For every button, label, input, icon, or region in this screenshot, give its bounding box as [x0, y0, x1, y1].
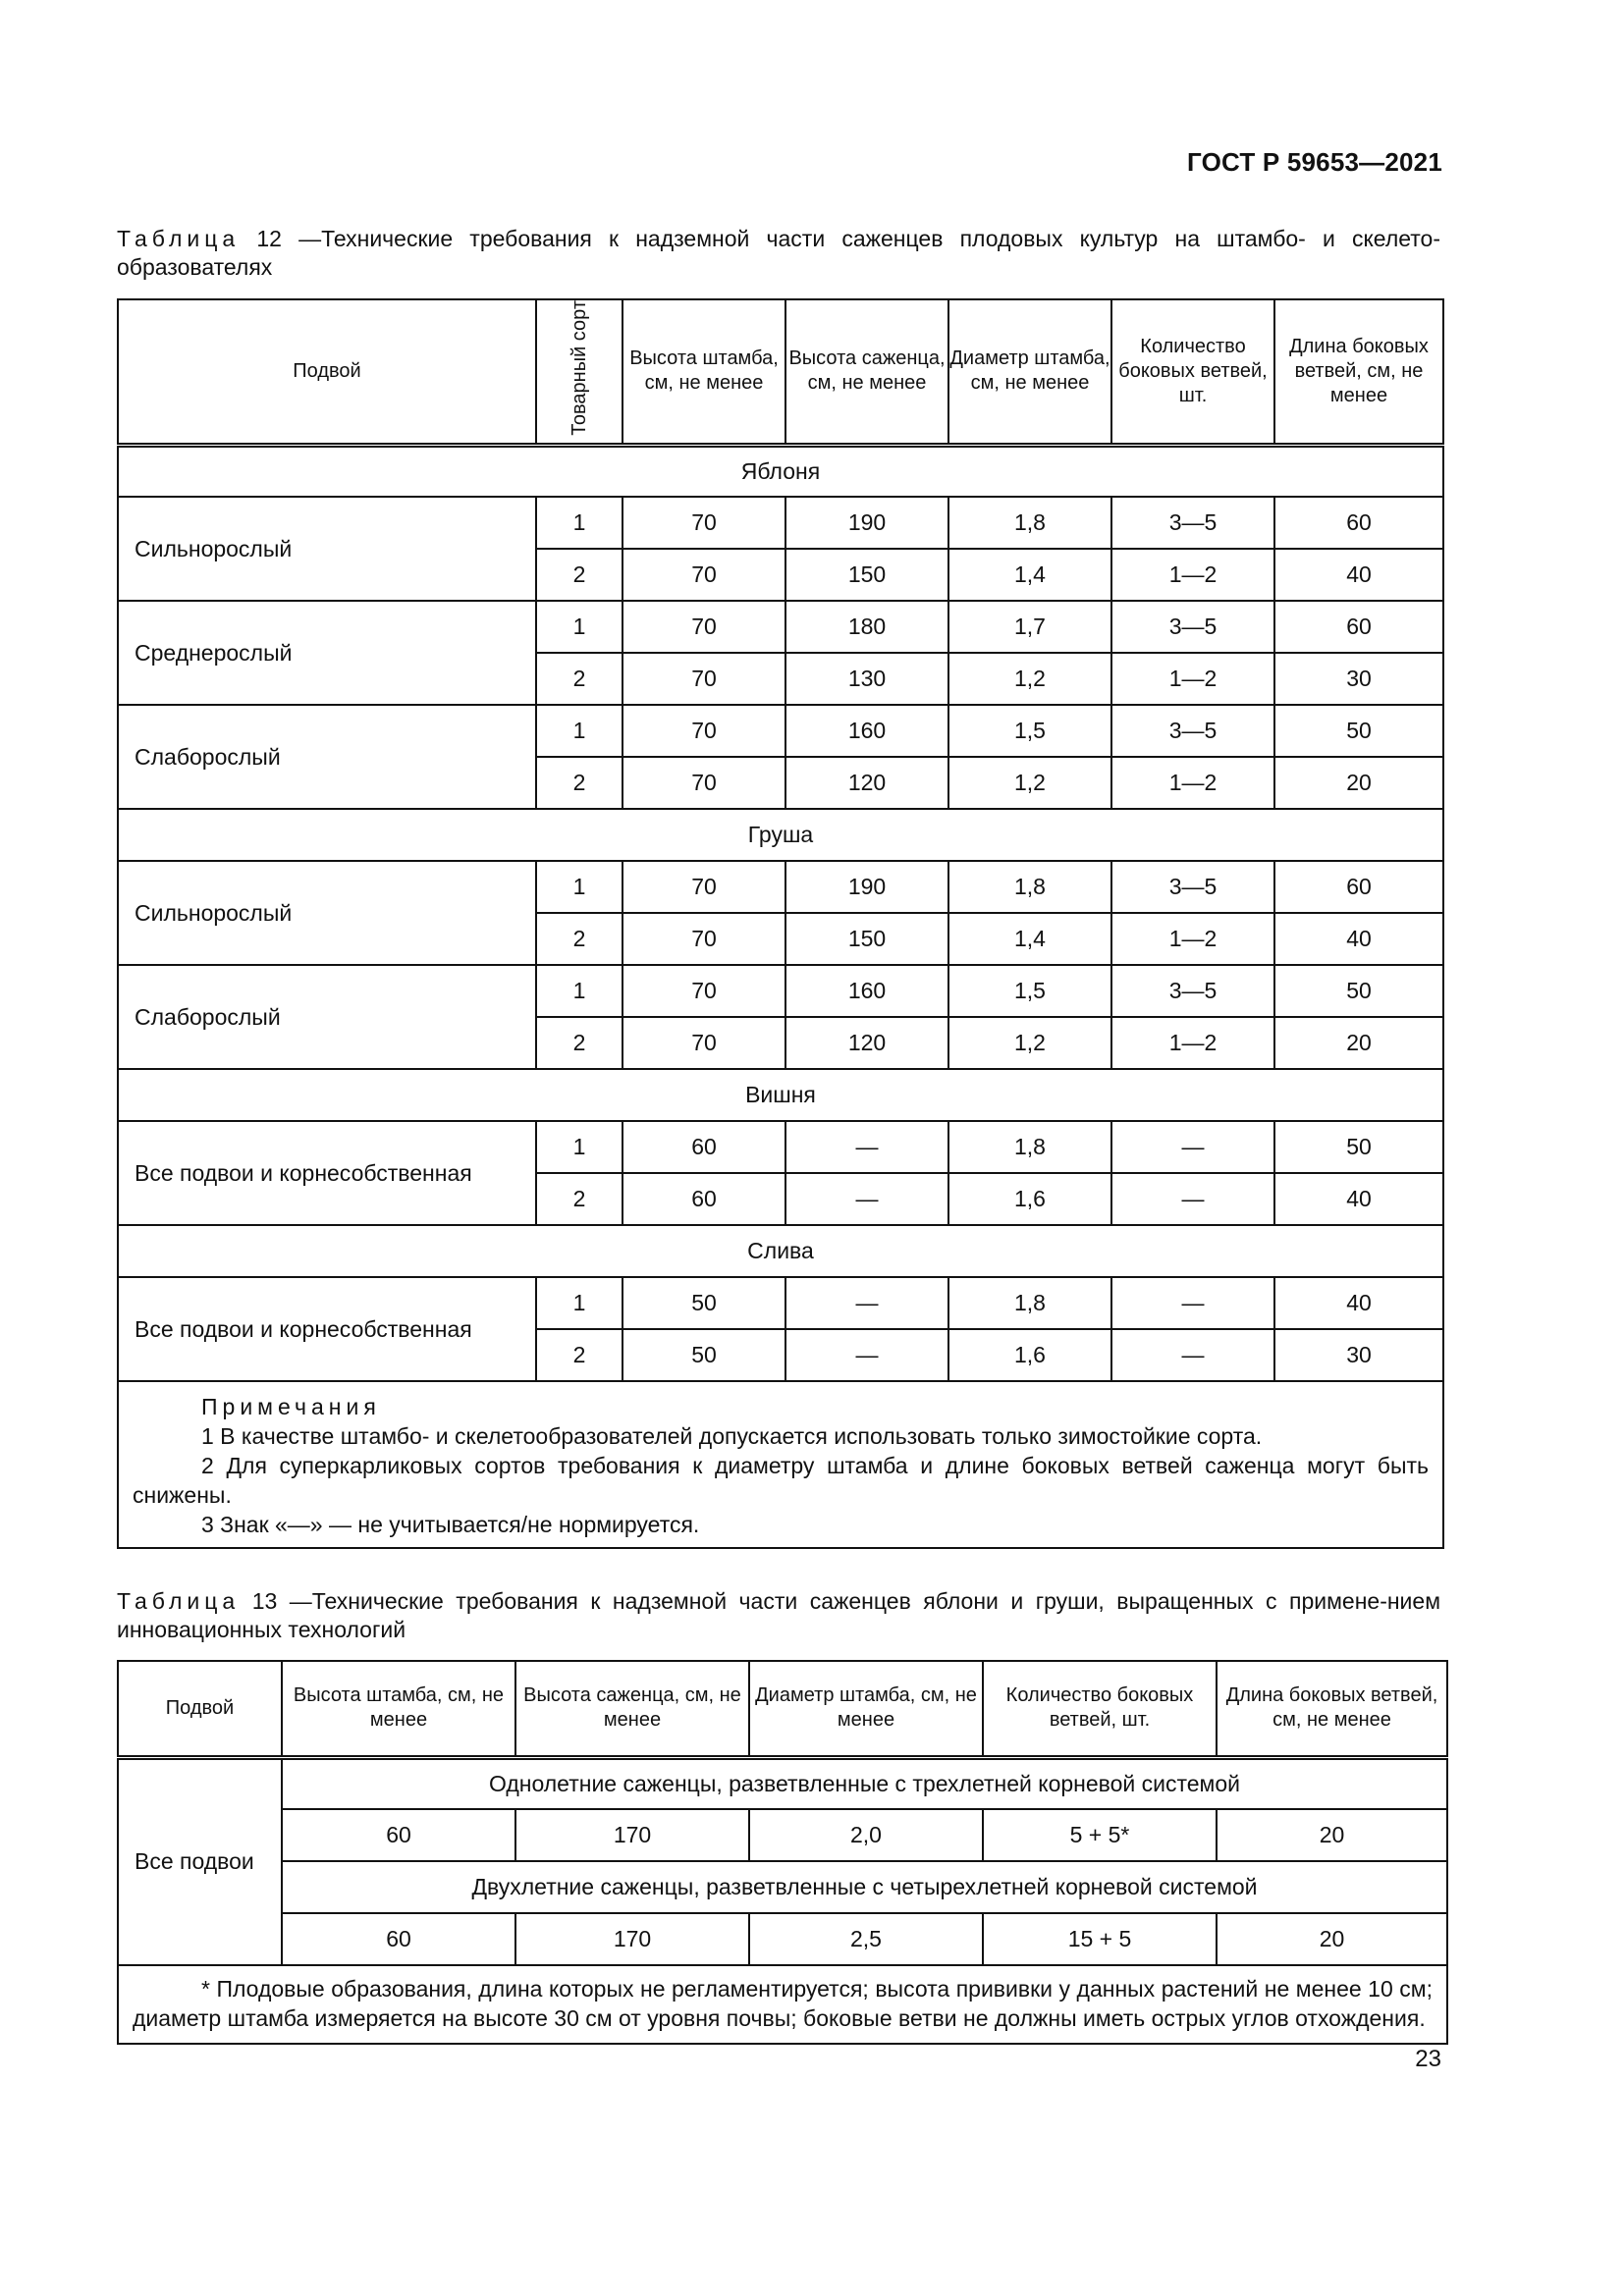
table-cell: 1 — [536, 965, 623, 1017]
table-cell: 1,7 — [948, 601, 1111, 653]
table-cell: 160 — [785, 705, 948, 757]
t13-subheader-row-2 — [118, 1861, 1447, 1913]
table-cell: 70 — [623, 913, 785, 965]
table13-label: Таблица — [117, 1588, 241, 1614]
table-cell: 1,2 — [948, 757, 1111, 809]
table13-caption — [117, 1587, 1440, 1644]
table-cell: 70 — [623, 757, 785, 809]
table-cell: 1,8 — [948, 861, 1111, 913]
t13-data-row-1 — [118, 1809, 1447, 1861]
notes-row — [118, 1381, 1443, 1548]
table-cell: 20 — [1217, 1809, 1447, 1861]
table-cell: 1,2 — [948, 1017, 1111, 1069]
table-cell: 1—2 — [1111, 549, 1274, 601]
table-cell: 130 — [785, 653, 948, 705]
t13-header-rootstock: Подвой — [118, 1661, 282, 1757]
notes-cell — [118, 1381, 1443, 1548]
t13-subheader-1: Однолетние саженцы, разветвленные с трехлетней корневой системой — [282, 1757, 1447, 1809]
table-cell: 70 — [623, 861, 785, 913]
table-cell: 50 — [623, 1329, 785, 1381]
t13-header-branch-count: Количество боковых ветвей, шт. — [983, 1661, 1217, 1757]
t13-header-stem-height: Высота штамба, см, не менее — [282, 1661, 515, 1757]
table-cell: — — [1111, 1121, 1274, 1173]
table12-caption-text: 12 —Технические требования к надземной части саженцев плодовых культур на штамбо- и скелето-образователях — [117, 226, 1440, 280]
table-cell: 5 + 5* — [983, 1809, 1217, 1861]
table-cell: 40 — [1274, 549, 1443, 601]
t13-data-row-2 — [118, 1913, 1447, 1965]
table-row — [118, 705, 1443, 757]
section-row — [118, 1069, 1443, 1121]
table-cell: 1,5 — [948, 965, 1111, 1017]
header-stem-diameter: Диаметр штамба, см, не менее — [948, 299, 1111, 445]
t13-footnote-row — [118, 1965, 1447, 2044]
t13-subheader-2: Двухлетние саженцы, разветвленные с четырехлетней корневой системой — [282, 1861, 1447, 1913]
t13-header-stem-diameter: Диаметр штамба, см, не менее — [749, 1661, 983, 1757]
table-cell: 70 — [623, 549, 785, 601]
table-cell: 20 — [1274, 757, 1443, 809]
table-cell: 20 — [1217, 1913, 1447, 1965]
header-stem-height: Высота штамба, см, не менее — [623, 299, 785, 445]
table13-header-row — [118, 1661, 1447, 1757]
table-cell: 70 — [623, 601, 785, 653]
table-cell: 30 — [1274, 653, 1443, 705]
table-cell: 60 — [1274, 861, 1443, 913]
table-cell: 1,8 — [948, 497, 1111, 549]
table12-caption — [117, 225, 1440, 282]
table-cell: 15 + 5 — [983, 1913, 1217, 1965]
table-cell: 1—2 — [1111, 653, 1274, 705]
t13-footnote: * Плодовые образования, длина которых не регламентируется; высота прививки у данных растений не менее 10 см; диаметр штамба измеряется на высоте 30 см от уровня почвы; боковые ветви не должны иметь острых углов отхождения. — [118, 1965, 1447, 2044]
table-cell: 1 — [536, 705, 623, 757]
table-cell: 150 — [785, 913, 948, 965]
table-cell: 1,8 — [948, 1277, 1111, 1329]
section-title: Яблоня — [118, 445, 1443, 497]
table-cell: 3—5 — [1111, 601, 1274, 653]
table-cell: — — [785, 1121, 948, 1173]
table-cell: 60 — [623, 1121, 785, 1173]
table-row — [118, 601, 1443, 653]
table-cell: 1,4 — [948, 913, 1111, 965]
table-cell: 1 — [536, 1277, 623, 1329]
table-cell: 50 — [623, 1277, 785, 1329]
table-cell: 1,4 — [948, 549, 1111, 601]
table-cell: 2 — [536, 1329, 623, 1381]
table-cell: 40 — [1274, 913, 1443, 965]
table-row — [118, 965, 1443, 1017]
page-number: 23 — [1415, 2046, 1441, 2072]
table-cell: 50 — [1274, 1121, 1443, 1173]
table-cell: 1,6 — [948, 1329, 1111, 1381]
table-cell: 2 — [536, 1017, 623, 1069]
table-cell: 60 — [282, 1913, 515, 1965]
table-cell: — — [785, 1329, 948, 1381]
table-cell: 170 — [515, 1913, 749, 1965]
table13 — [117, 1660, 1448, 2045]
t13-header-tree-height: Высота саженца, см, не менее — [515, 1661, 749, 1757]
rootstock-cell: Все подвои и корнесобственная — [118, 1121, 536, 1225]
table13-caption-text: 13 —Технические требования к надземной части саженцев яблони и груши, выращенных с примене-нием инновационных технологий — [117, 1588, 1441, 1642]
table-cell: — — [1111, 1329, 1274, 1381]
t13-header-branch-length: Длина боковых ветвей, см, не менее — [1217, 1661, 1447, 1757]
header-branch-count: Количество боковых ветвей, шт. — [1111, 299, 1274, 445]
t13-subheader-row-1 — [118, 1757, 1447, 1809]
header-grade — [536, 299, 623, 445]
table-cell: 30 — [1274, 1329, 1443, 1381]
table-row — [118, 497, 1443, 549]
table-cell: 50 — [1274, 705, 1443, 757]
rootstock-cell: Сильнорослый — [118, 497, 536, 601]
table-cell: 60 — [623, 1173, 785, 1225]
table-cell: — — [1111, 1277, 1274, 1329]
section-row — [118, 445, 1443, 497]
table-cell: 3—5 — [1111, 497, 1274, 549]
rootstock-cell: Слаборослый — [118, 965, 536, 1069]
table-cell: 20 — [1274, 1017, 1443, 1069]
table-cell: 70 — [623, 497, 785, 549]
table-cell: 2 — [536, 653, 623, 705]
table-cell: 70 — [623, 1017, 785, 1069]
table-cell: 120 — [785, 757, 948, 809]
rootstock-cell: Среднерослый — [118, 601, 536, 705]
table-cell: 60 — [1274, 601, 1443, 653]
table-cell: 2 — [536, 913, 623, 965]
table-cell: 2 — [536, 757, 623, 809]
table-cell: 1 — [536, 1121, 623, 1173]
table-cell: 2 — [536, 1173, 623, 1225]
rootstock-cell: Все подвои и корнесобственная — [118, 1277, 536, 1381]
table-row — [118, 1277, 1443, 1329]
table-cell: 180 — [785, 601, 948, 653]
rootstock-cell: Слаборослый — [118, 705, 536, 809]
header-rootstock: Подвой — [118, 299, 536, 445]
table-cell: 1 — [536, 601, 623, 653]
note-item: 3 Знак «—» — не учитывается/не нормируется. — [201, 1512, 700, 1538]
table12-header-row — [118, 299, 1443, 445]
table-cell: 190 — [785, 861, 948, 913]
rootstock-cell: Сильнорослый — [118, 861, 536, 965]
table-cell: 50 — [1274, 965, 1443, 1017]
table-cell: 1,2 — [948, 653, 1111, 705]
table-cell: 70 — [623, 965, 785, 1017]
section-row — [118, 1225, 1443, 1277]
table-cell: 1,8 — [948, 1121, 1111, 1173]
section-row — [118, 809, 1443, 861]
table-cell: 1 — [536, 861, 623, 913]
table-cell: 160 — [785, 965, 948, 1017]
table-cell: — — [785, 1277, 948, 1329]
table-cell: 3—5 — [1111, 965, 1274, 1017]
table-cell: 150 — [785, 549, 948, 601]
table-cell: 120 — [785, 1017, 948, 1069]
table12 — [117, 298, 1444, 1549]
table-cell: 1—2 — [1111, 757, 1274, 809]
table-cell: 3—5 — [1111, 861, 1274, 913]
table-cell: 190 — [785, 497, 948, 549]
table-cell: 3—5 — [1111, 705, 1274, 757]
table-cell: 70 — [623, 705, 785, 757]
table-cell: — — [785, 1173, 948, 1225]
t13-rootstock-cell: Все подвои — [118, 1757, 282, 1965]
section-title: Слива — [118, 1225, 1443, 1277]
note-item: 1 В качестве штамбо- и скелетообразователей допускается использовать только зимостойкие сорта. — [201, 1423, 1263, 1450]
table-cell: 70 — [623, 653, 785, 705]
table-cell: 60 — [1274, 497, 1443, 549]
table-cell: 2,0 — [749, 1809, 983, 1861]
table-cell: 1—2 — [1111, 1017, 1274, 1069]
table-cell: 1 — [536, 497, 623, 549]
header-grade-text: Товарный сорт — [568, 300, 590, 436]
table-cell: 2,5 — [749, 1913, 983, 1965]
table-cell: 40 — [1274, 1277, 1443, 1329]
table-cell: 40 — [1274, 1173, 1443, 1225]
header-branch-length: Длина боковых ветвей, см, не менее — [1274, 299, 1443, 445]
table-row — [118, 1121, 1443, 1173]
table-cell: 60 — [282, 1809, 515, 1861]
header-tree-height: Высота саженца, см, не менее — [785, 299, 948, 445]
notes-title: Примечания — [201, 1394, 381, 1420]
table-cell: 170 — [515, 1809, 749, 1861]
table-row — [118, 861, 1443, 913]
section-title: Груша — [118, 809, 1443, 861]
section-title: Вишня — [118, 1069, 1443, 1121]
table-cell: 2 — [536, 549, 623, 601]
table-cell: 1,5 — [948, 705, 1111, 757]
table12-label: Таблица — [117, 226, 241, 251]
note-item: 2 Для суперкарликовых сортов требования к диаметру штамба и длине боковых ветвей саженца могут быть снижены. — [133, 1453, 1429, 1509]
table-cell: 1,6 — [948, 1173, 1111, 1225]
table-cell: — — [1111, 1173, 1274, 1225]
document-code: ГОСТ Р 59653—2021 — [1187, 147, 1442, 177]
table-cell: 1—2 — [1111, 913, 1274, 965]
